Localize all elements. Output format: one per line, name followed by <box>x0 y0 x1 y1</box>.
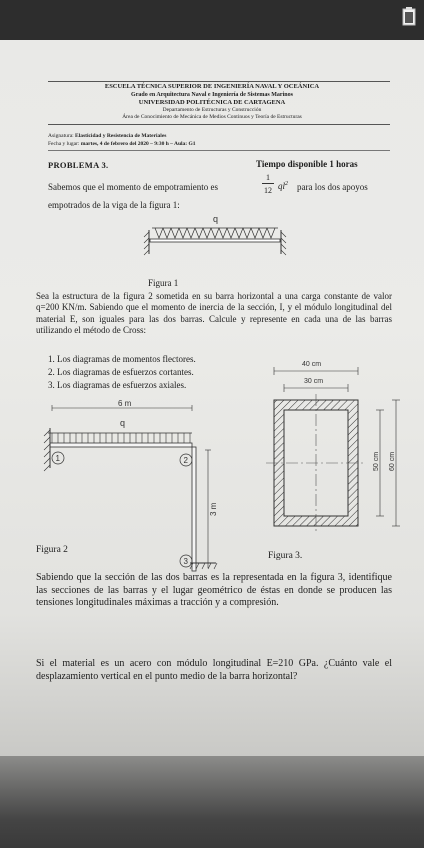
problem-title: PROBLEMA 3. <box>48 160 109 170</box>
subject-name: Elasticidad y Resistencia de Materiales <box>75 133 167 139</box>
area-name: Área de Conocimiento de Mecánica de Medios Continuos y Teoría de Estructuras <box>122 114 302 120</box>
fig3-inner-width-label: 30 cm <box>304 378 324 385</box>
fig2-node-1: 1 <box>55 454 60 463</box>
fraction-numerator: 1 <box>266 173 270 182</box>
university-name: UNIVERSIDAD POLITÉCNICA DE CARTAGENA <box>138 99 286 106</box>
fraction-bar <box>262 183 274 184</box>
subject-line <box>48 133 166 139</box>
problem-statement: Sea la estructura de la figura 2 sometida en su barra horizontal a una carga constante de valor q=200 KN/m. Sabiendo que el momento de inercia de la sección, I, y el módulo longitudinal del material E, son iguales para las dos barras. Calcule y represente en cada una de las barras utilizando el método de Cross: <box>36 291 392 335</box>
intro-text-a: Sabemos que el momento de empotramiento es <box>48 182 218 192</box>
fraction-denominator: 12 <box>264 186 272 195</box>
figure-3-caption: Figura 3. <box>268 551 303 561</box>
subject-label: Asignatura: <box>48 133 74 139</box>
list-item-3: 3. Los diagramas de esfuerzos axiales. <box>48 380 187 390</box>
header-rule-mid <box>48 124 390 125</box>
list-item-1: 1. Los diagramas de momentos flectores. <box>48 354 196 364</box>
question-displacement: Si el material es un acero con módulo longitudinal E=210 GPa. ¿Cuánto vale el desplazamiento vertical en el punto medio de la barra horizontal? <box>36 658 392 682</box>
fig3-inner-height-label: 50 cm <box>373 451 380 471</box>
figure-3-box-section <box>262 358 412 536</box>
intro-text-c: empotrados de la viga de la figura 1: <box>48 200 180 210</box>
photo-background-bottom <box>0 756 424 848</box>
intro-text-b: para los dos apoyos <box>297 182 368 192</box>
fig1-load-label: q <box>213 214 219 224</box>
date-label: Fecha y lugar: <box>48 141 80 147</box>
list-item-2: 2. Los diagramas de esfuerzos cortantes. <box>48 367 194 377</box>
photo-background-top <box>0 0 424 40</box>
exam-sheet <box>0 40 424 756</box>
school-name: ESCUELA TÉCNICA SUPERIOR DE INGENIERÍA NAVAL Y OCEÁNICA <box>104 83 320 90</box>
figure-2-caption: Figura 2 <box>36 545 68 555</box>
fig2-node-3: 3 <box>183 557 188 566</box>
fig2-load-label: q <box>120 418 126 428</box>
fig2-span-label: 6 m <box>118 399 132 408</box>
question-section-location: Sabiendo que la sección de las dos barras es la representada en la figura 3, identifique las secciones de las barras y el lugar geométrico de éstas en donde se producen las tensiones longitudinales máximas a tracción y a compresión. <box>36 572 392 608</box>
fig3-outer-height-label: 60 cm <box>389 451 396 471</box>
battery-icon <box>398 6 420 28</box>
header-rule-top <box>48 81 390 82</box>
fig2-height-label: 3 m <box>209 502 218 516</box>
time-available: Tiempo disponible 1 horas <box>256 159 358 169</box>
figure-1-caption: Figura 1 <box>148 278 179 288</box>
formula-ql: $ql^2$ <box>278 181 289 191</box>
fig3-outer-width-label: 40 cm <box>302 361 322 368</box>
department-name: Departamento de Estructuras y Construcción <box>162 107 262 113</box>
date-line <box>48 141 196 147</box>
figure-1-fixed-beam <box>140 212 290 272</box>
degree-name: Grado en Arquitectura Naval e Ingeniería de Sistemas Marinos <box>131 92 293 98</box>
date-value: martes, 4 de febrero del 2020 – 9:30 h – Aula: G1 <box>80 141 196 147</box>
header-rule-bottom <box>48 150 390 151</box>
fig2-node-2: 2 <box>183 456 188 465</box>
